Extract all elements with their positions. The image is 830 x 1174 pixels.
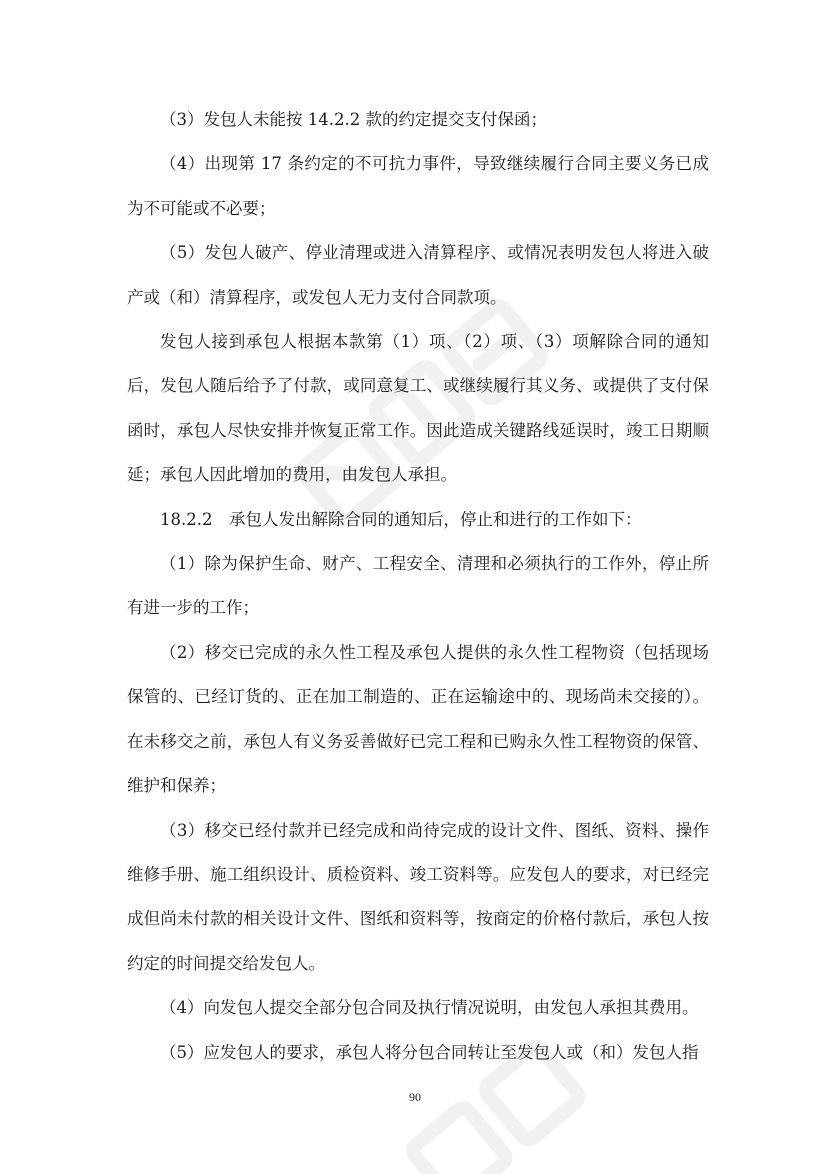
paragraph-item-5: （5）发包人破产、停业清理或进入清算程序、或情况表明发包人将进入破产或（和）清算程序，或发包人无力支付合同款项。: [127, 243, 709, 307]
body-text: [127, 98, 709, 1075]
paragraph-work-2: （2）移交已完成的永久性工程及承包人提供的永久性工程物资（包括现场保管的、已经订货的、正在加工制造的、正在运输途中的、现场尚未交接的）。在未移交之前，承包人有义务妥善做好已完工程和已购永久性工程物资的保管、维护和保养；: [127, 642, 709, 796]
paragraph-work-5: （5）应发包人的要求，承包人将分包合同转让至发包人或（和）发包人指: [160, 1042, 699, 1062]
paragraph-work-1: （1）除为保护生命、财产、工程安全、清理和必须执行的工作外，停止所有进一步的工作；: [127, 554, 709, 618]
paragraph-item-4: （4）出现第 17 条约定的不可抗力事件，导致继续履行合同主要义务已成为不可能或不必要；: [127, 154, 709, 218]
paragraph-work-4: （4）向发包人提交全部分包合同及执行情况说明，由发包人承担其费用。: [160, 998, 699, 1018]
paragraph-item-3: （3）发包人未能按 14.2.2 款的约定提交支付保函；: [160, 110, 547, 129]
page-number: 90: [409, 1090, 421, 1104]
paragraph-work-3: （3）移交已经付款并已经完成和尚待完成的设计文件、图纸、资料、操作维修手册、施工组织设计、质检资料、竣工资料等。应发包人的要求，对已经完成但尚未付款的相关设计文件、图纸和资料等，按商定的价格付款后，承包人按约定的时间提交给发包人。: [127, 820, 709, 973]
paragraph-resumption: 发包人接到承包人根据本款第（1）项、（2）项、（3）项解除合同的通知后，发包人随后给予了付款，或同意复工、或继续履行其义务、或提供了支付保函时，承包人尽快安排并恢复正常工作。因此造成关键路线延误时，竣工日期顺延；承包人因此增加的费用，由发包人承担。: [127, 332, 709, 485]
section-heading-18-2-2: 18.2.2 承包人发出解除合同的通知后，停止和进行的工作如下：: [160, 509, 642, 529]
